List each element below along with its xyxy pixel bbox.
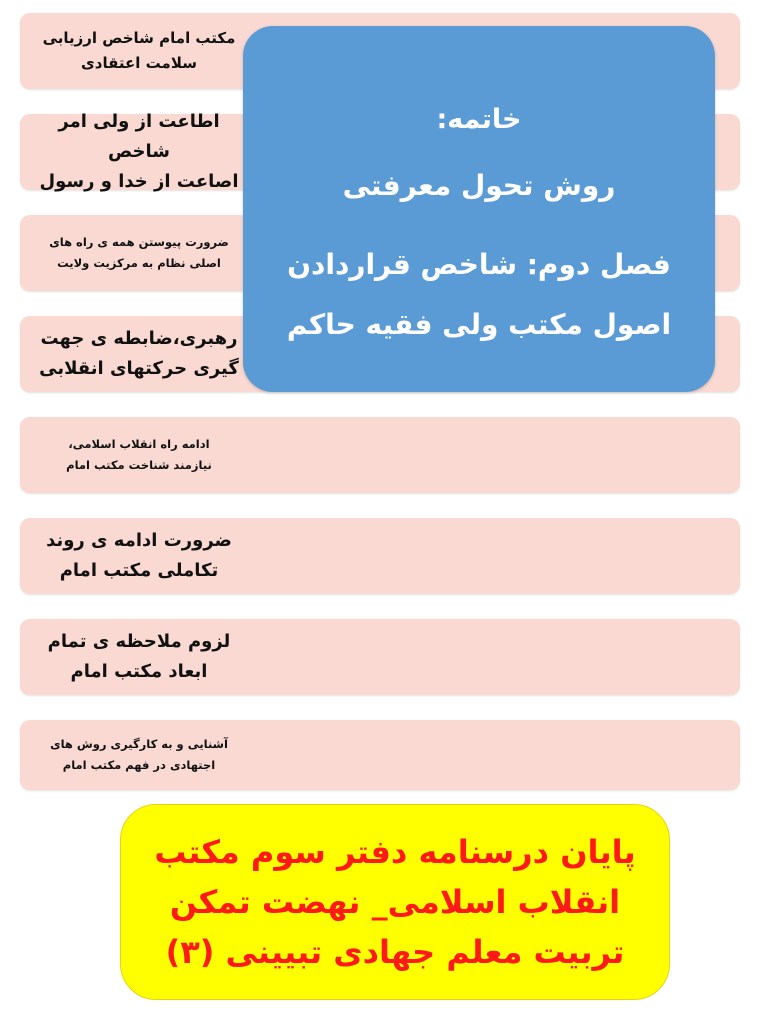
title-heading: خاتمه: [436,104,522,135]
row-line-1: مکتب امام شاخص ارزیابی [42,29,236,47]
end-line-1: پایان درسنامه دفتر سوم مکتب [154,833,636,871]
row-line-2: گیری حرکتهای انقلابی [39,358,239,379]
row-text [34,720,244,790]
title-subtitle: روش تحول معرفتی [342,169,616,202]
row-line-2: اجتهادی در فهم مکتب امام [62,758,216,772]
row-text [34,518,244,594]
item-ijtihad-methods [20,720,740,790]
end-line-2: انقلاب اسلامی_ نهضت تمکن [169,883,621,921]
row-line-1: رهبری،ضابطه ی جهت [40,328,238,349]
row-line-2: سلامت اعتقادی [81,54,197,72]
row-line-1: لزوم ملاحظه ی تمام [47,631,231,652]
row-line-2: ابعاد مکتب امام [70,661,208,682]
title-box [243,26,715,392]
row-text [34,215,244,291]
row-line-1: ادامه راه انقلاب اسلامی، [68,437,210,451]
end-banner [120,804,670,1000]
item-continuing-revolution-path [20,417,740,493]
row-line-2: نیازمند شناخت مکتب امام [66,458,212,472]
item-all-dimensions [20,619,740,695]
row-line-2: اصاعت از خدا و رسول [39,171,239,192]
row-line-1: ضرورت ادامه ی روند [46,530,232,551]
row-text [34,316,244,392]
row-line-2: اصلی نظام به مرکزیت ولایت [57,256,221,270]
row-line-1: آشنایی و به کارگیری روش های [50,737,228,751]
item-evolution-process [20,518,740,594]
row-text [34,619,244,695]
end-line-3: تربیت معلم جهادی تبیینی (۳) [165,933,625,971]
row-line-2: تکاملی مکتب امام [59,560,219,581]
title-chapter-line-1: فصل دوم: شاخص قراردادن [287,248,671,281]
row-text [34,111,244,192]
row-text [34,13,244,89]
row-text [34,417,244,493]
title-chapter-line-2: اصول مکتب ولی فقیه حاکم [286,308,672,341]
row-line-1: ضرورت پیوستن همه ی راه های [49,235,229,249]
row-line-1: اطاعت از ولی امر شاخص [58,111,220,162]
